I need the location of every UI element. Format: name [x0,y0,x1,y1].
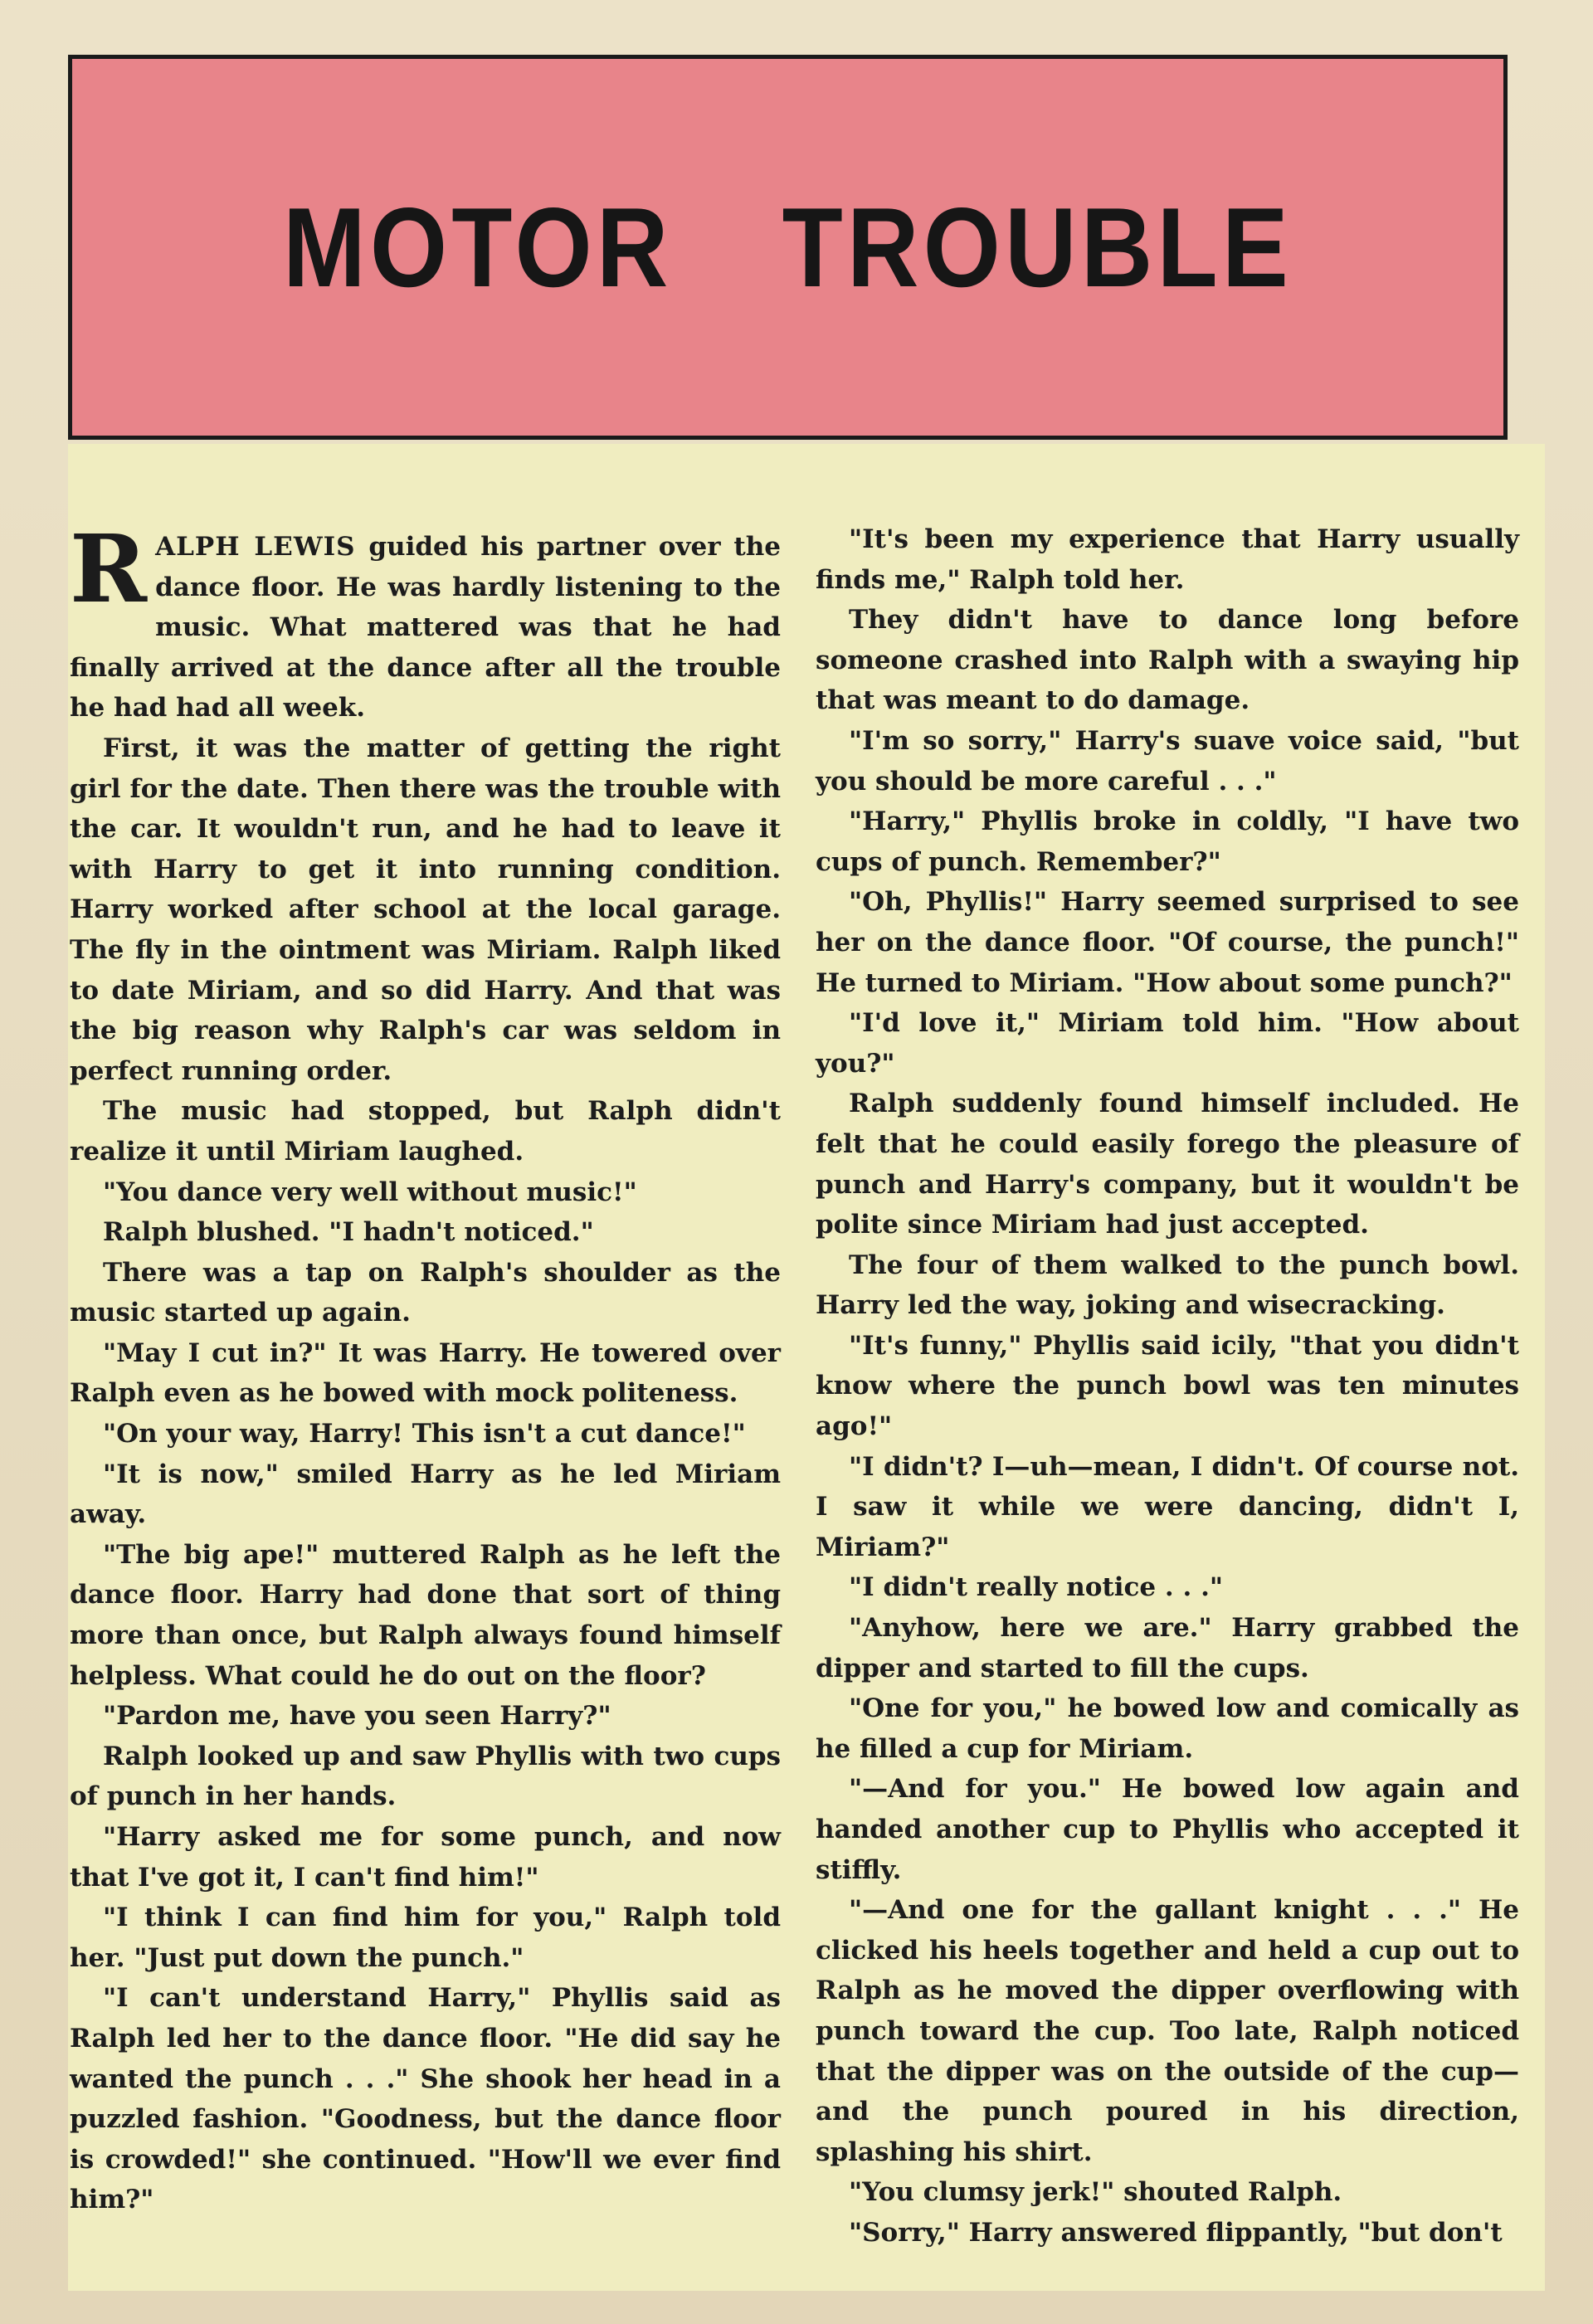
paragraph: Ralph suddenly found himself included. He felt that he could easily forego the pleasure of punch and Harry's company, but it wouldn't be polite since Miriam had just accepted. [816,1089,1519,1240]
lead-in: ALPH LEWIS [155,532,356,562]
paragraph: "The big ape!" muttered Ralph as he left the dance floor. Harry had done that sort of thing more than once, but Ralph always found himself helpless. What could he do out on the floor? [70,1539,781,1691]
paragraph: "You clumsy jerk!" shouted Ralph. [849,2177,1342,2208]
paragraph: The four of them walked to the punch bowl. Harry led the way, joking and wisecracking. [816,1250,1519,1321]
paragraph: "May I cut in?" It was Harry. He towered over Ralph even as he bowed with mock politeness. [70,1337,781,1409]
paragraph: "Oh, Phyllis!" Harry seemed surprised to see her on the dance floor. "Of course, the punch!" He turned to Miriam. "How about some punch?" [816,887,1519,998]
paragraph: "I think I can find him for you," Ralph told her. "Just put down the punch." [70,1903,781,1973]
paragraph: They didn't have to dance long before someone crashed into Ralph with a swaying hip that was meant to do damage. [816,605,1519,716]
story-title [283,183,1293,312]
paragraph: "—And one for the gallant knight . . ." He clicked his heels together and held a cup out to Ralph as he moved the dipper overflowing with punch toward the cup. Too late, Ralph noticed that the dipper was on the outside of the cup—and the punch poured in his direction, splashing his shirt. [816,1895,1519,2167]
left-column [70,515,781,2220]
paragraph: Ralph blushed. "I hadn't noticed." [103,1217,594,1248]
paragraph: "I'd love it," Miriam told him. "How about you?" [816,1008,1519,1079]
right-column [816,519,1519,2253]
paragraph: "On your way, Harry! This isn't a cut dance!" [103,1419,746,1449]
paragraph: "—And for you." He bowed low again and handed another cup to Phyllis who accepted it stiffly. [816,1774,1519,1885]
paragraph: "Harry asked me for some punch, and now that I've got it, I can't find him!" [70,1822,781,1893]
paragraph: "I didn't really notice . . ." [849,1572,1224,1603]
paragraph: "Sorry," Harry answered flippantly, "but don't [849,2217,1503,2248]
title-banner [68,55,1508,440]
paragraph: "One for you," he bowed low and comically as he filled a cup for Miriam. [816,1693,1519,1764]
paragraph: "Pardon me, have you seen Harry?" [103,1701,611,1732]
drop-cap: R [70,515,148,624]
title-word-1: MOTOR [282,184,673,310]
paragraph: First, it was the matter of getting the right girl for the date. Then there was the trouble with the car. It wouldn't run, and he had to leave it with Harry to get it into running condition. Harry worked after school at the local garage. The fly in the ointment was Miriam. Ralph liked to date Miriam, and so did Harry. And that was the big reason why Ralph's car was seldom in perfect running order. [70,733,781,1086]
paragraph: "I didn't? I—uh—mean, I didn't. Of course not. I saw it while we were dancing, didn't I, Miriam?" [816,1451,1519,1562]
paragraph: The music had stopped, but Ralph didn't realize it until Miriam laughed. [70,1096,781,1167]
paragraph: "Harry," Phyllis broke in coldly, "I have two cups of punch. Remember?" [816,806,1519,877]
paragraph: "Anyhow, here we are." Harry grabbed the dipper and started to fill the cups. [816,1613,1519,1683]
paragraph: "I can't understand Harry," Phyllis said as Ralph led her to the dance floor. "He did say he wanted the punch . . ." She shook her head in a puzzled fashion. "Goodness, but the dance floor is crowded!" she continued. "How'll we ever find him?" [70,1983,781,2215]
paragraph: "It is now," smiled Harry as he led Miriam away. [70,1459,781,1530]
paragraph: "I'm so sorry," Harry's suave voice said, "but you should be more careful . . ." [816,725,1519,797]
paragraph: "You dance very well without music!" [103,1177,637,1207]
paragraph: There was a tap on Ralph's shoulder as the music started up again. [70,1257,781,1328]
paragraph: "It's funny," Phyllis said icily, "that you didn't know where the punch bowl was ten minutes ago!" [816,1330,1519,1442]
paragraph: RALPH LEWIS guided his partner over the dance floor. He was hardly listening to the music. What mattered was that he had finally arrived at the dance after all the trouble he had had all week. [70,515,781,724]
paragraph: "It's been my experience that Harry usually finds me," Ralph told her. [816,524,1519,595]
paragraph: Ralph looked up and saw Phyllis with two cups of punch in her hands. [70,1741,781,1812]
title-word-2: TROUBLE [782,184,1293,310]
